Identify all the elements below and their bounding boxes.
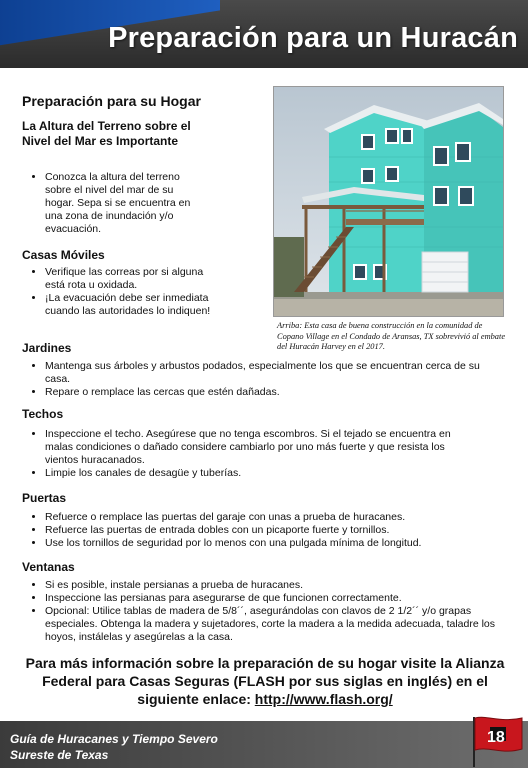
house-photo bbox=[273, 86, 504, 317]
list-item: • Use los tornillos de seguridad por lo menos con una pulgada mínima de longitud. bbox=[45, 537, 515, 550]
list-item: • Conozca la altura del terreno sobre el nivel del mar de su hogar. Sepa si se encuentra en una zona de inundación y/o evacuación. bbox=[45, 171, 205, 236]
page-header bbox=[0, 0, 528, 68]
section-title: Preparación para su Hogar bbox=[22, 93, 201, 109]
list-item: • Repare o remplace las cercas que estén dañadas. bbox=[45, 386, 485, 399]
list-item: • Inspeccione el techo. Asegúrese que no tenga escombros. Si el tejado se encuentra en malas condiciones o dañado considere cambiarlo por uno más fuerte y que resista los vientos huracanados. bbox=[45, 428, 470, 467]
terreno-heading: La Altura del Terreno sobre el Nivel del Mar es Importante bbox=[22, 119, 191, 148]
page-title: Preparación para un Huracán bbox=[108, 22, 518, 54]
list-item: • Si es posible, instale persianas a prueba de huracanes. bbox=[45, 579, 505, 592]
list-item: • Refuerce las puertas de entrada dobles con un picaporte fuerte y tornillos. bbox=[45, 524, 515, 537]
photo-caption: Arriba: Esta casa de buena construcción en la comunidad de Copano Village en el Condado de Aransas, TX sobrevivió al embate del Huracán Harvey en el 2017. bbox=[277, 321, 506, 351]
jardines-heading: Jardines bbox=[22, 341, 72, 355]
ventanas-list bbox=[31, 579, 505, 644]
jardines-list bbox=[31, 360, 485, 399]
list-item: • Refuerce o remplace las puertas del garaje con unas a prueba de huracanes. bbox=[45, 511, 515, 524]
terreno-list bbox=[31, 171, 205, 236]
flash-link[interactable]: http://www.flash.org/ bbox=[254, 691, 393, 707]
techos-list bbox=[31, 428, 470, 480]
house-illustration bbox=[274, 87, 503, 316]
guide-title bbox=[10, 731, 218, 763]
ventanas-heading: Ventanas bbox=[22, 560, 75, 574]
page-footer bbox=[0, 721, 528, 768]
guide-title-line2: Sureste de Texas bbox=[10, 748, 109, 762]
list-item: • ¡La evacuación debe ser inmediata cuando las autoridades lo indiquen! bbox=[45, 292, 215, 318]
moviles-list bbox=[31, 266, 215, 318]
more-info-paragraph bbox=[22, 654, 508, 708]
list-item: • Limpie los canales de desagüe y tuberías. bbox=[45, 467, 470, 480]
page-number: 18 bbox=[487, 729, 505, 746]
puertas-heading: Puertas bbox=[22, 491, 67, 505]
list-item: • Opcional: Utilice tablas de madera de 5/8´´, asegurándolas con clavos de 2 1/2´´ y/o grapas especiales. Obtenga la madera y sujetadores, corte la madera a la medida adecuada, taladre los hoyos, instálelas y asegúrelas a la casa. bbox=[45, 605, 505, 644]
list-item: • Inspeccione las persianas para asegurarse de que funcionen correctamente. bbox=[45, 592, 505, 605]
techos-heading: Techos bbox=[22, 407, 64, 421]
list-item: • Mantenga sus árboles y arbustos podados, especialmente los que se encuentran cerca de su casa. bbox=[45, 360, 485, 386]
list-item: • Verifique las correas por si alguna está rota u oxidada. bbox=[45, 266, 215, 292]
moviles-heading: Casas Móviles bbox=[22, 248, 105, 262]
guide-title-line1: Guía de Huracanes y Tiempo Severo bbox=[10, 732, 218, 746]
more-info-text: Para más información sobre la preparación de su hogar visite la Alianza Federal para Casas Seguras (FLASH por sus siglas en inglés) en el siguiente enlace: bbox=[25, 655, 505, 707]
puertas-list bbox=[31, 511, 515, 550]
